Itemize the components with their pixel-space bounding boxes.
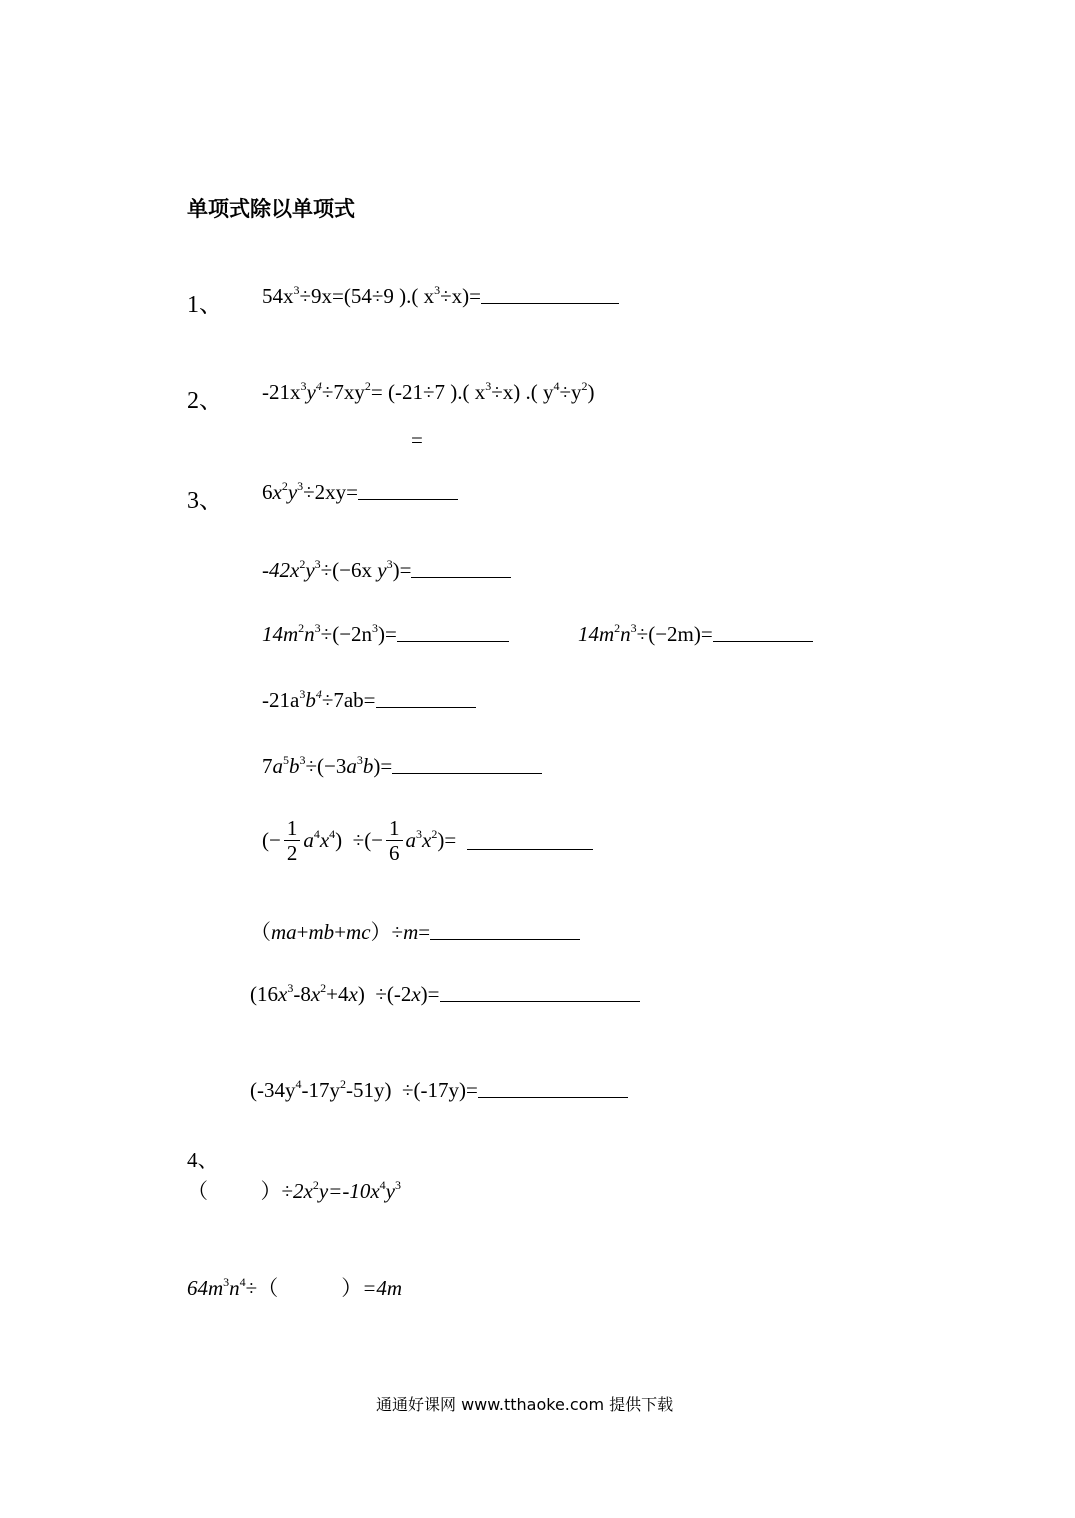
question-3-expr-3b: $14m^2n^3\div(-2m)=$ xyxy=(578,622,813,647)
answer-blank[interactable] xyxy=(467,831,593,850)
fraction-2-numerator: 1 xyxy=(386,816,403,841)
fraction-2 xyxy=(386,816,403,865)
q3-e6-open1: (− xyxy=(262,828,281,852)
question-3-expr-5: $7a^5b^3\div(-3a^3b)=$ xyxy=(262,754,542,779)
question-3-expr-3a: $14m^2n^3\div(-2n^3)=$ xyxy=(262,622,509,647)
answer-blank[interactable] xyxy=(478,1079,628,1098)
fraction-1-numerator: 1 xyxy=(284,816,301,841)
question-3-expr-8: $(16x^3-8x^2+4x) \div(-2x)=$ xyxy=(250,982,640,1007)
answer-blank[interactable] xyxy=(430,921,580,940)
answer-blank[interactable] xyxy=(713,623,813,642)
question-3-expr-2: $-42x^2y^3\div(-6x$ $y^3)=$ xyxy=(262,558,511,583)
question-2-expression: $-21x^3y^4\div 7xy^2= (-21\div 7$ ).( $x^3\div x$) .( $y^4\div y^2$) xyxy=(262,379,595,404)
question-3-expr-4: $-21a^3b^4\div 7ab=$ xyxy=(262,688,476,713)
question-3-expr-1: $6x^2y^3\div 2xy=$ xyxy=(262,480,458,505)
question-2-continuation: = xyxy=(411,428,423,452)
question-2-number: 2、 xyxy=(187,388,223,414)
answer-blank[interactable] xyxy=(411,559,511,578)
answer-blank[interactable] xyxy=(440,983,640,1002)
page-title: 单项式除以单项式 xyxy=(187,197,355,221)
question-3-expr-9: $(-34y^4-17y^2-51y) \div(-17y)=$ xyxy=(250,1078,628,1103)
question-1-expression: $54x^3\div 9x=(54\div 9$ ).( $x^3\div x)=$ xyxy=(262,284,619,309)
answer-blank[interactable] xyxy=(481,285,619,304)
answer-blank[interactable] xyxy=(358,481,458,500)
question-3-number: 3、 xyxy=(187,488,223,514)
question-4-expr-2: $64m^3n^4\div$（ ）=4m xyxy=(187,1275,403,1300)
question-4-number: 4、 xyxy=(187,1148,219,1172)
answer-blank[interactable] xyxy=(397,623,509,642)
question-3-expr-7: （ma+mb+mc）÷m= xyxy=(250,916,580,946)
fraction-1 xyxy=(284,816,301,865)
answer-blank[interactable] xyxy=(392,755,542,774)
fraction-1-denominator: 2 xyxy=(286,841,298,865)
footer-credit: 通通好课网 www.tthaoke.com 提供下载 xyxy=(376,1395,674,1414)
question-1-number: 1、 xyxy=(187,292,223,318)
question-4-expr-1: （ ）$\div 2x^2y=-10x^4y^3$ xyxy=(187,1178,401,1203)
question-3-expr-6: (− $\frac{1}{2}$ $a^4x^4$) ÷(− $\frac{1}{6}$ $a^3x^2)=$ xyxy=(262,816,593,865)
answer-blank[interactable] xyxy=(376,689,476,708)
fraction-2-denominator: 6 xyxy=(389,841,400,865)
